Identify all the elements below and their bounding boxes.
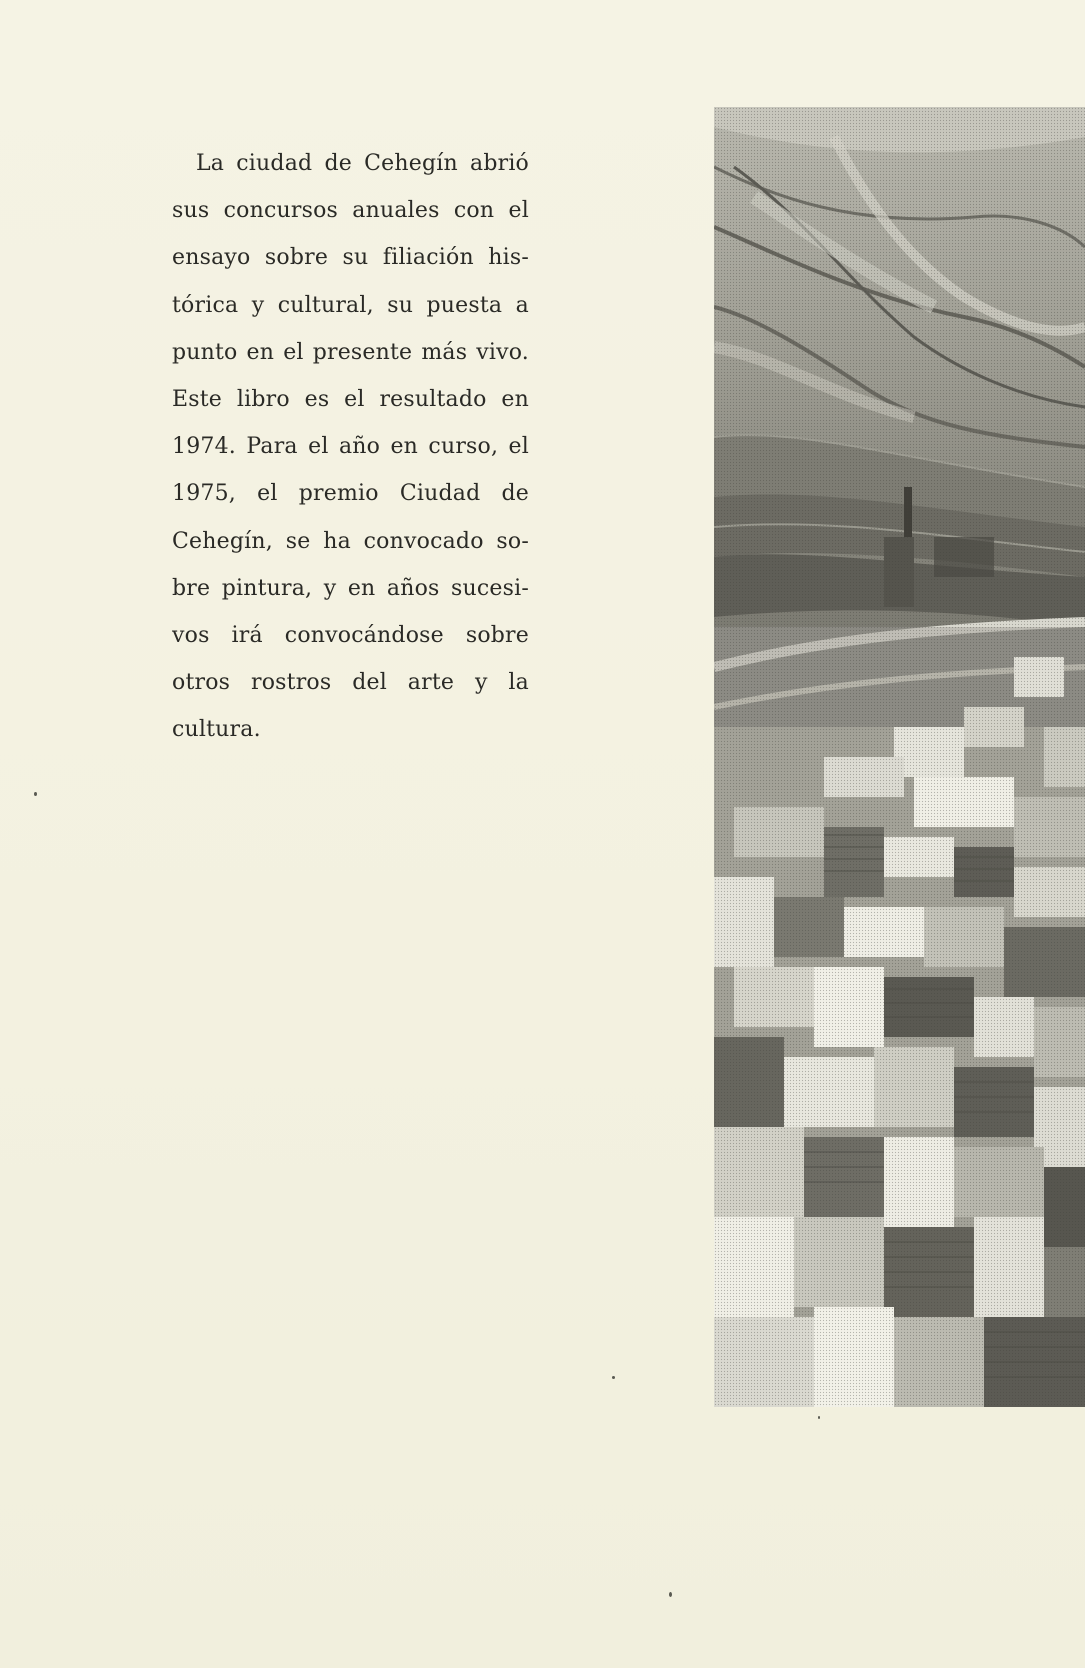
text-line: otros rostros del arte y la: [172, 670, 529, 696]
paper-speck: [669, 1592, 672, 1597]
paper-speck: [612, 1376, 615, 1379]
text-line: Este libro es el resultado en: [172, 386, 529, 412]
body-paragraph: [172, 140, 529, 753]
text-line: 1975, el premio Ciudad de: [172, 481, 529, 507]
text-line: 1974. Para el año en curso, el: [172, 434, 529, 460]
aerial-town-photo: [714, 107, 1085, 1407]
text-line: La ciudad de Cehegín abrió: [196, 151, 529, 176]
paper-speck: [818, 1416, 820, 1419]
paper-speck: [34, 792, 37, 796]
text-line: punto en el presente más vivo.: [172, 339, 529, 365]
text-line: vos irá convocándose sobre: [172, 622, 529, 648]
text-line: bre pintura, y en años sucesi-: [172, 575, 529, 601]
text-line: tórica y cultural, su puesta a: [172, 292, 529, 318]
text-line: sus concursos anuales con el: [172, 198, 529, 224]
text-line: cultura.: [172, 717, 261, 743]
text-line: Cehegín, se ha convocado so-: [172, 528, 529, 554]
text-line: ensayo sobre su filiación his-: [172, 245, 529, 271]
